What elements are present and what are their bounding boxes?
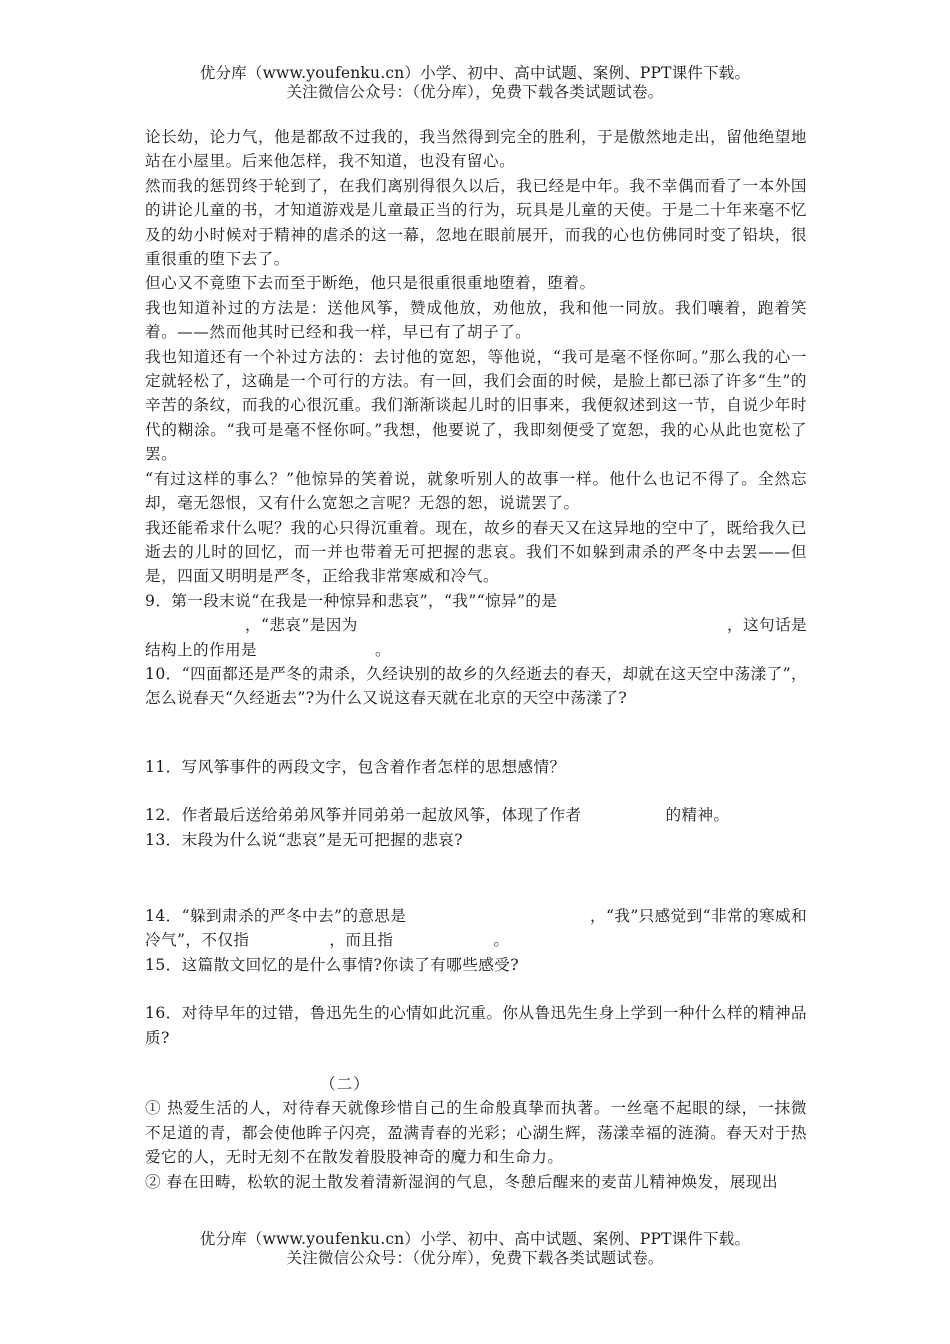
- passage-paragraph: 但心又不竟堕下去而至于断绝，他只是很重很重地堕着，堕着。: [145, 274, 596, 293]
- question-15: 15．这篇散文回忆的是什么事情?你读了有哪些感受?: [145, 955, 520, 974]
- header-line-2: 关注微信公众号：（优分库），免费下载各类试题试卷。: [286, 83, 664, 101]
- question-14: 14．“躲到肃杀的严冬中去”的意思是 ，“我”只感觉到“非常的寒威和 冷气”，不仅指 ，而且指 。: [145, 906, 807, 950]
- header-line-1: 优分库（www.youfenku.cn）小学、初中、高中试题、案例、PPT课件下载。: [199, 64, 751, 82]
- passage-paragraph: 然而我的惩罚终于轮到了，在我们离别得很久以后，我已经是中年。我不幸偶而看了一本外国的讲论儿童的书，才知道游戏是儿童最正当的行为，玩具是儿童的天使。于是二十年来毫不忆及的幼小时候对于精神的虐杀的这一幕，忽地在眼前展开，而我的心也仿佛同时变了铅块，很重很重的堕下去了。: [145, 176, 807, 269]
- question-10: 10．“四面都还是严冬的肃杀，久经诀别的故乡的久经逝去的春天，却就在这天空中荡漾了”，怎么说春天“久经逝去”?为什么又说这春天就在北京的天空中荡漾了?: [145, 664, 807, 708]
- question-12: 12．作者最后送给弟弟风筝并同弟弟一起放风筝，体现了作者 的精神。: [145, 806, 730, 825]
- section-paragraph: ① 热爱生活的人，对待春天就像珍惜自己的生命般真挚而执著。一丝毫不起眼的绿，一抹微不足道的青，都会使他眸子闪亮，盈满青春的光彩；心湖生辉，荡漾幸福的涟漪。春天对于热爱它的人，无时无刻不在散发着股股神奇的魔力和生命力。: [145, 1099, 807, 1167]
- passage-paragraph: 我还能希求什么呢？我的心只得沉重着。现在，故乡的春天又在这异地的空中了，既给我久已逝去的儿时的回忆，而一并也带着无可把握的悲哀。我们不如躲到肃杀的严冬中去罢——但是，四面又明明是严冬，正给我非常寒威和冷气。: [145, 518, 807, 586]
- section-paragraph: ② 春在田畴，松软的泥土散发着清新湿润的气息，冬憩后醒来的麦苗儿精神焕发，展现出: [145, 1172, 779, 1191]
- footer-line-2: 关注微信公众号：（优分库），免费下载各类试题试卷。: [286, 1249, 664, 1267]
- page-header: [0, 64, 950, 102]
- section-title: （二）: [320, 1075, 370, 1093]
- footer-line-1: 优分库（www.youfenku.cn）小学、初中、高中试题、案例、PPT课件下载。: [199, 1230, 751, 1248]
- passage-paragraph: “有过这样的事么？”他惊异的笑着说，就象听别人的故事一样。他什么也记不得了。全然忘却，毫无怨恨，又有什么宽恕之言呢？无怨的恕，说谎罢了。: [145, 469, 807, 513]
- page-footer: [0, 1230, 950, 1268]
- passage-paragraph: 论长幼，论力气，他是都敌不过我的，我当然得到完全的胜利，于是傲然地走出，留他绝望地站在小屋里。后来他怎样，我不知道，也没有留心。: [145, 128, 807, 171]
- passage-paragraph: 我也知道补过的方法是：送他风筝，赞成他放，劝他放，我和他一同放。我们嚷着，跑着笑着。——然而他其时已经和我一样，早已有了胡子了。: [145, 298, 807, 342]
- question-13: 13．末段为什么说“悲哀”是无可把握的悲哀?: [145, 830, 464, 849]
- document-body: [145, 125, 807, 1194]
- question-16: 16．对待早年的过错，鲁迅先生的心情如此沉重。你从鲁迅先生身上学到一种什么样的精神品质?: [145, 1004, 807, 1047]
- passage-paragraph: 我也知道还有一个补过方法的：去讨他的宽恕，等他说，“我可是毫不怪你呵。”那么我的心一定就轻松了，这确是一个可行的方法。有一回，我们会面的时候，是脸上都已添了许多“生”的辛苦的条纹，而我的心很沉重。我们渐渐谈起儿时的旧事来，我便叙述到这一节，自说少年时代的糊涂。“我可是毫不怪你呵。”我想，他要说了，我即刻便受了宽恕，我的心从此也宽松了罢。: [145, 347, 807, 464]
- question-11: 11．写风筝事件的两段文字，包含着作者怎样的思想感情？: [145, 757, 566, 776]
- question-9: 9．第一段末说“在我是一种惊异和悲哀”，“我”“惊异”的是 ，“悲哀”是因为 ，这句话是 结构上的作用是 。: [145, 591, 807, 659]
